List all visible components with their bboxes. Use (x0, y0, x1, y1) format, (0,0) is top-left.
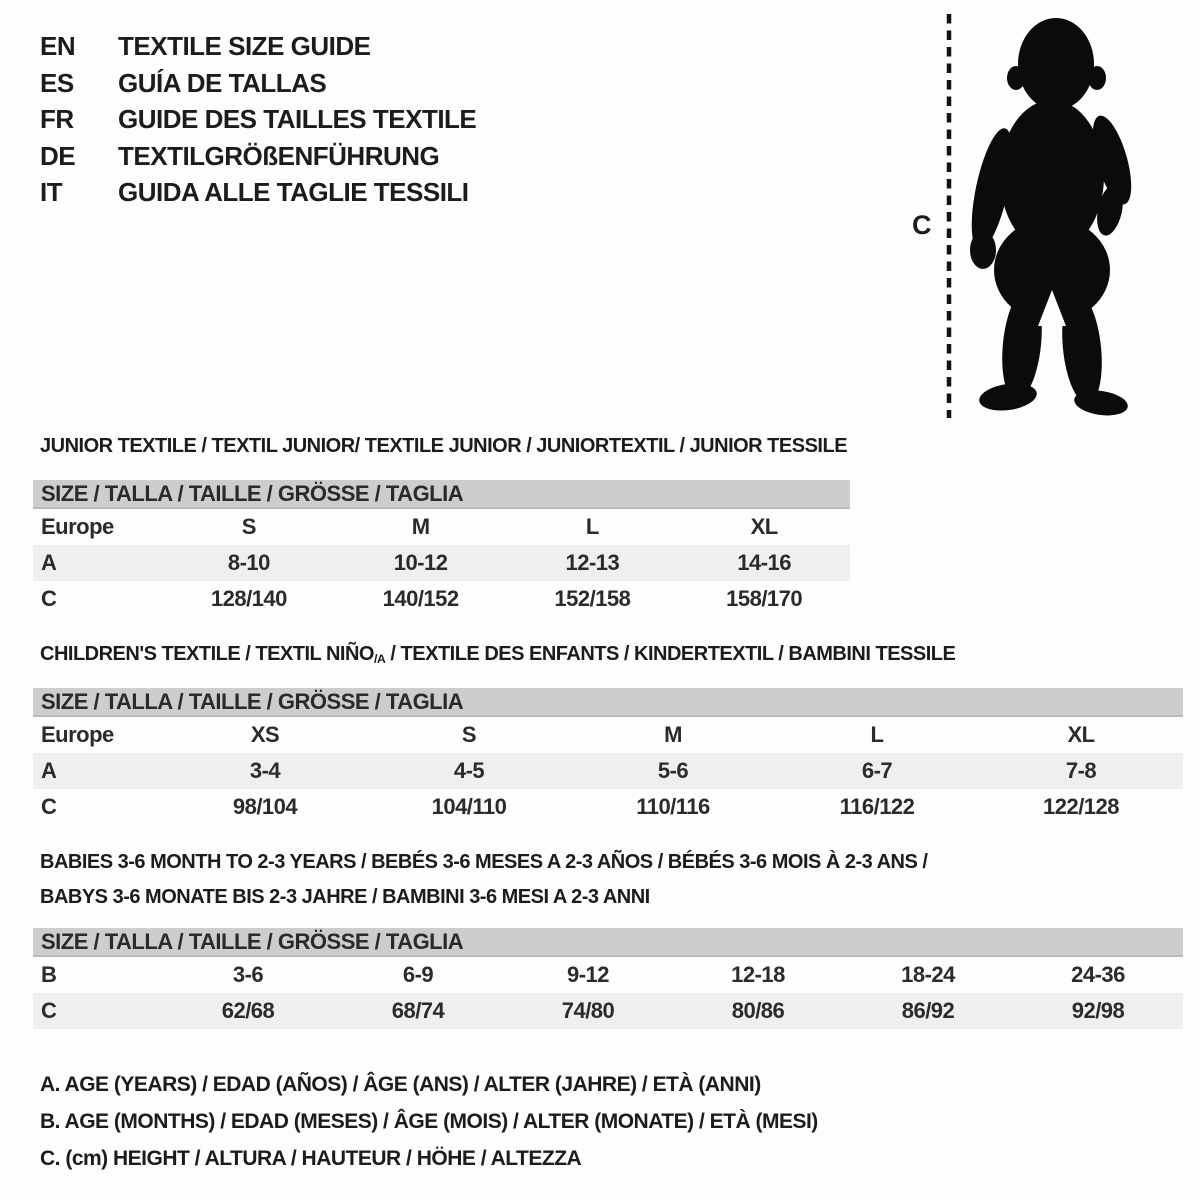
size-cell: 158/170 (726, 586, 803, 611)
size-cell: S (241, 514, 256, 539)
lang-row-it (40, 174, 476, 211)
size-cell: S (461, 722, 477, 747)
title-line: BABYS 3-6 MONATE BIS 2-3 JAHRE / BAMBINI 3-6 MESI A 2-3 ANNI (40, 886, 650, 908)
size-cell: 4-5 (367, 753, 571, 789)
lang-row-fr (40, 101, 476, 138)
lang-code: DE (40, 140, 76, 171)
title-sub-part: /A (373, 652, 386, 667)
table-row (33, 717, 1183, 753)
lang-row-es (40, 65, 476, 102)
row-label: Europe (41, 722, 114, 747)
size-cell: 74/80 (503, 993, 673, 1029)
children-textile-section (33, 642, 1183, 819)
title-line: BABIES 3-6 MONTH TO 2-3 YEARS / BEBÉS 3-6 MESES A 2-3 AÑOS / BÉBÉS 3-6 MOIS À 2-3 ANS / (40, 851, 928, 873)
measure-label-c: C (912, 210, 932, 240)
size-cell: XL (750, 514, 778, 539)
size-cell: 104/110 (431, 794, 507, 819)
children-section-title (40, 642, 1183, 671)
size-cell: 140/152 (382, 586, 459, 611)
size-cell: 12-13 (507, 545, 679, 581)
lang-row-en (40, 28, 476, 65)
table-row (33, 581, 850, 617)
size-cell: 128/140 (210, 586, 287, 611)
junior-section-title: JUNIOR TEXTILE / TEXTIL JUNIOR/ TEXTILE JUNIOR / JUNIORTEXTIL / JUNIOR TESSILE (40, 435, 848, 457)
junior-textile-section (33, 434, 850, 611)
row-label: C (41, 794, 57, 819)
height-measure-dashed-line (946, 14, 952, 418)
lang-code: ES (40, 67, 74, 98)
language-title-block (40, 28, 476, 211)
row-label: A (33, 753, 163, 789)
lang-title: TEXTILGRÖßENFÜHRUNG (118, 140, 440, 171)
size-cell: 5-6 (571, 753, 775, 789)
lang-code: EN (40, 31, 76, 61)
lang-title: TEXTILE SIZE GUIDE (118, 31, 371, 61)
size-cell: 14-16 (678, 545, 850, 581)
table-row (33, 789, 1183, 825)
lang-title: GUIDE DES TAILLES TEXTILE (118, 104, 477, 134)
size-cell: 80/86 (673, 993, 843, 1029)
size-cell: 6-9 (402, 962, 434, 987)
table-row (33, 509, 850, 545)
size-cell: 18-24 (901, 962, 955, 987)
table-row (33, 753, 1183, 789)
size-cell: 12-18 (731, 962, 785, 987)
row-label: A (33, 545, 163, 581)
size-cell: XL (1067, 722, 1095, 747)
babies-size-header-bar: SIZE / TALLA / TAILLE / GRÖSSE / TAGLIA (33, 928, 1183, 957)
measurement-legend (40, 1066, 818, 1177)
size-cell: XS (250, 722, 280, 747)
babies-textile-section (33, 845, 1183, 1023)
size-cell: 86/92 (843, 993, 1013, 1029)
size-cell: 3-4 (163, 753, 367, 789)
babies-section-title (40, 845, 1183, 915)
lang-row-de (40, 138, 476, 175)
size-cell: 152/158 (554, 586, 631, 611)
size-cell: 6-7 (775, 753, 979, 789)
size-cell: M (411, 514, 430, 539)
size-cell: M (664, 722, 682, 747)
children-size-header-bar: SIZE / TALLA / TAILLE / GRÖSSE / TAGLIA (33, 688, 1183, 717)
size-cell: L (870, 722, 884, 747)
size-cell: 62/68 (163, 993, 333, 1029)
lang-code: IT (40, 177, 63, 207)
lang-code: FR (40, 104, 74, 134)
legend-line-a: A. AGE (YEARS) / EDAD (AÑOS) / ÂGE (ANS) / ALTER (JAHRE) / ETÀ (ANNI) (40, 1073, 761, 1096)
size-cell: 98/104 (232, 794, 298, 819)
toddler-silhouette-icon (960, 14, 1140, 416)
size-cell: 110/116 (636, 794, 710, 819)
lang-title: GUÍA DE TALLAS (118, 67, 327, 98)
size-cell: 10-12 (335, 545, 507, 581)
size-cell: 122/128 (1042, 794, 1120, 819)
size-cell: 9-12 (566, 962, 610, 987)
legend-line-b: B. AGE (MONTHS) / EDAD (MESES) / ÂGE (MOIS) / ALTER (MONATE) / ETÀ (MESI) (40, 1110, 818, 1133)
size-cell: 92/98 (1013, 993, 1183, 1029)
junior-size-header-bar: SIZE / TALLA / TAILLE / GRÖSSE / TAGLIA (33, 480, 850, 509)
babies-size-table (33, 957, 1183, 1029)
legend-line-c: C. (cm) HEIGHT / ALTURA / HAUTEUR / HÖHE / ALTEZZA (40, 1147, 582, 1170)
row-label: C (41, 586, 57, 611)
table-row (33, 957, 1183, 993)
children-size-table (33, 717, 1183, 825)
row-label: B (41, 962, 57, 987)
size-cell: 8-10 (163, 545, 335, 581)
size-cell: 24-36 (1071, 962, 1125, 987)
row-label: C (33, 993, 163, 1029)
table-row (33, 993, 1183, 1029)
size-cell: 7-8 (979, 753, 1183, 789)
size-cell: 116/122 (839, 794, 915, 819)
size-cell: L (585, 514, 599, 539)
size-cell: 68/74 (333, 993, 503, 1029)
title-part: / TEXTILE DES ENFANTS / KINDERTEXTIL / BAMBINI TESSILE (385, 643, 956, 665)
table-row (33, 545, 850, 581)
title-part: CHILDREN'S TEXTILE / TEXTIL NIÑO (40, 643, 374, 665)
size-cell: 3-6 (232, 962, 264, 987)
junior-size-table (33, 509, 850, 617)
row-label: Europe (41, 514, 114, 539)
lang-title: GUIDA ALLE TAGLIE TESSILI (118, 177, 469, 207)
